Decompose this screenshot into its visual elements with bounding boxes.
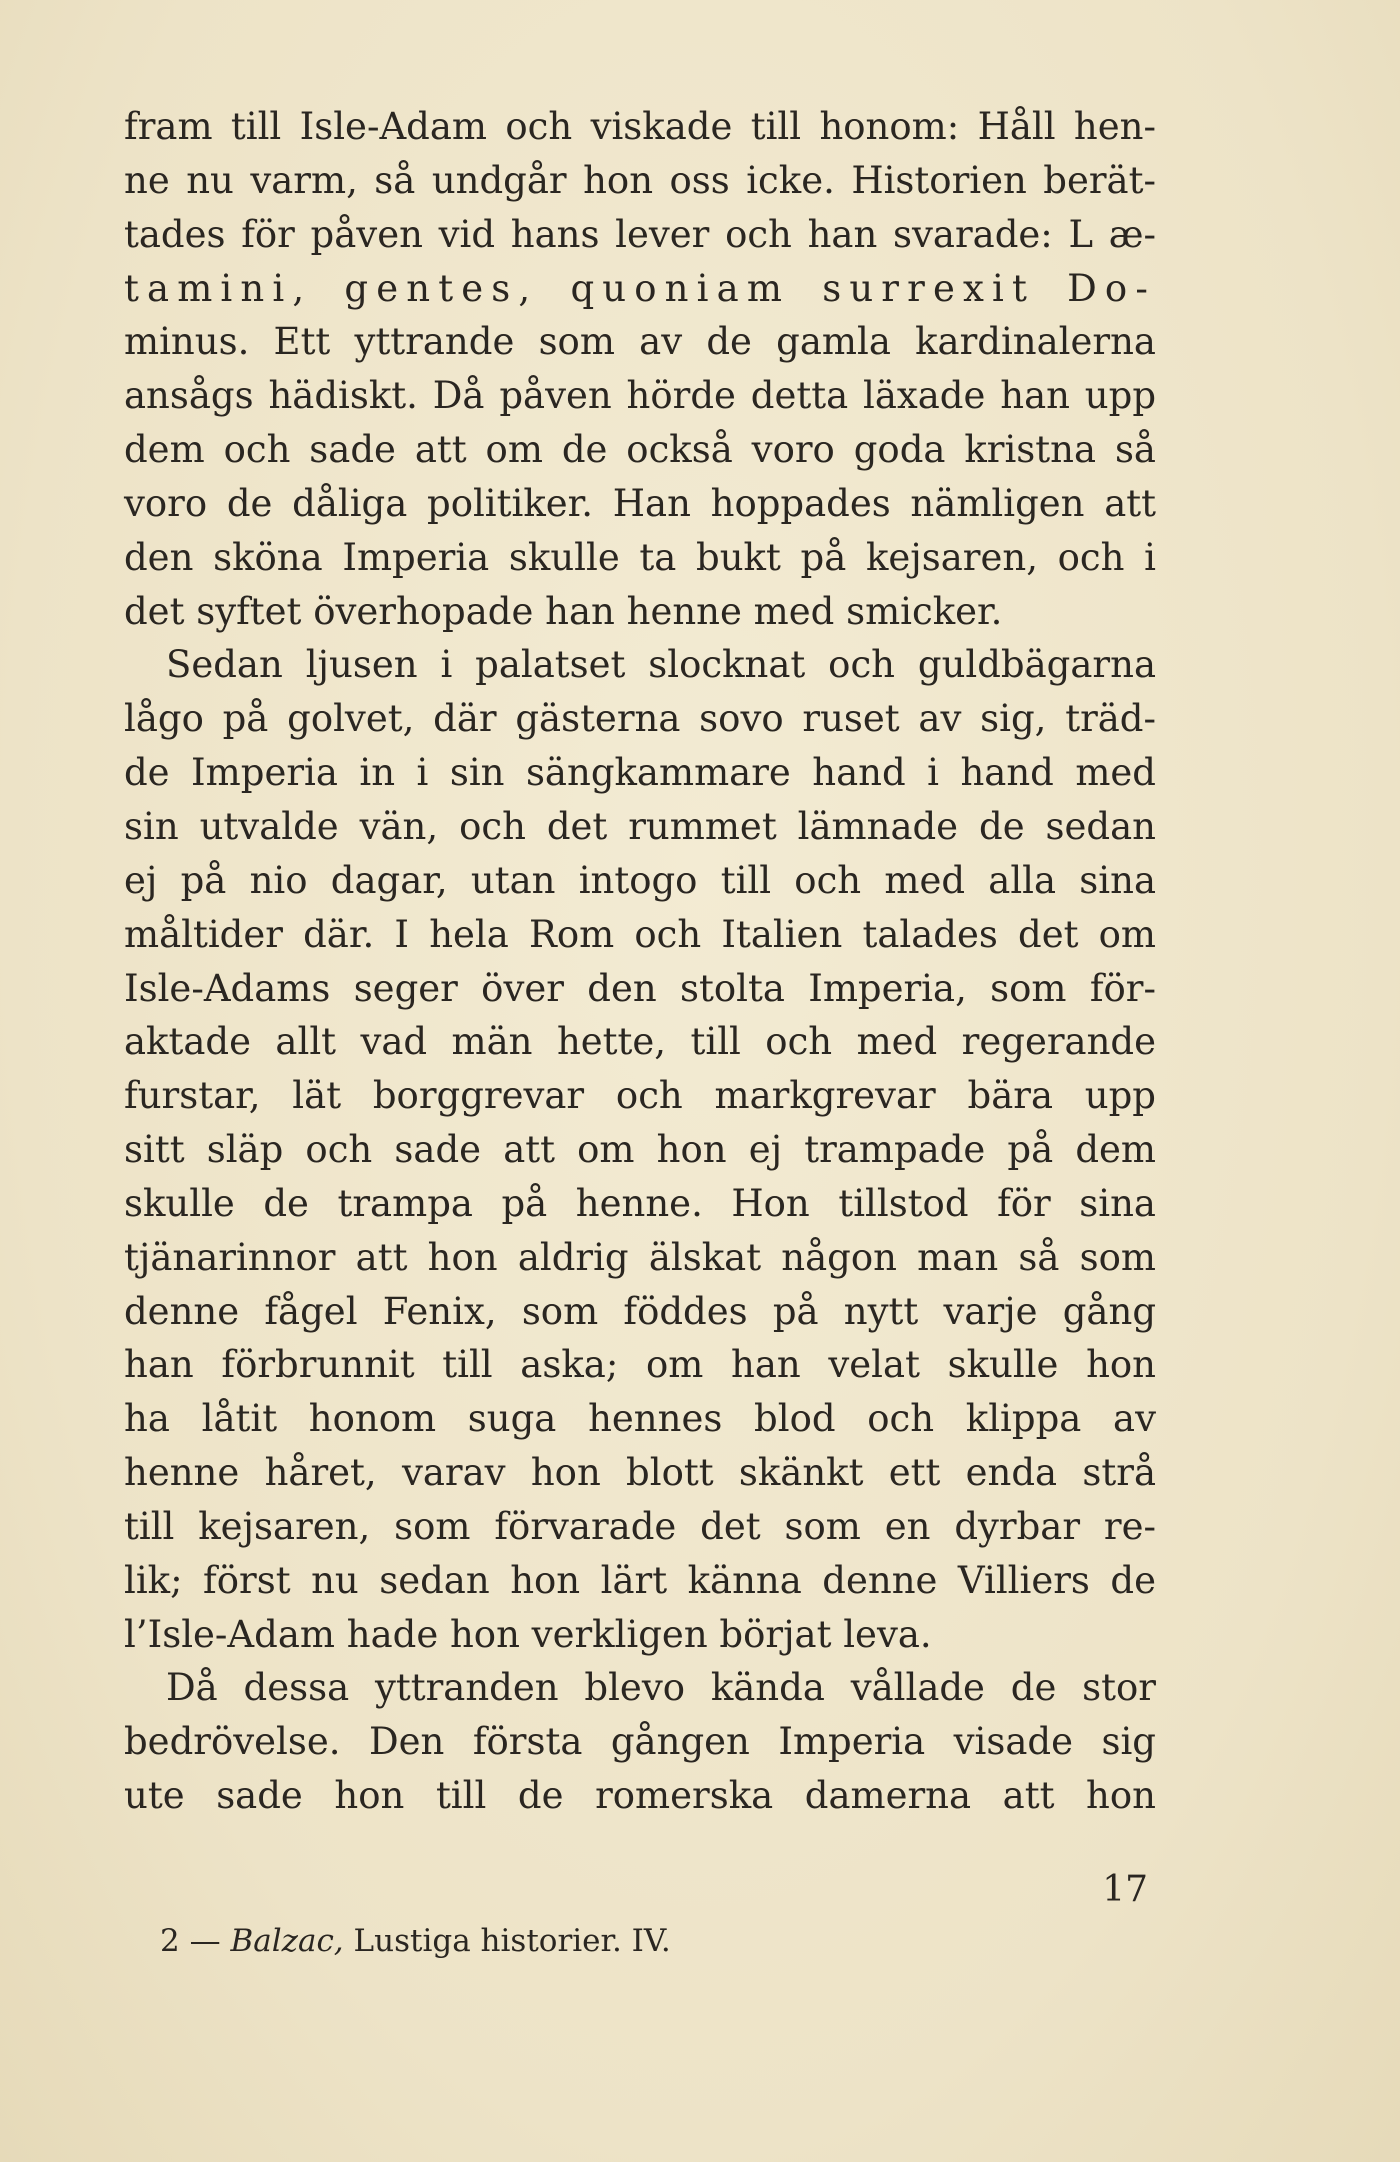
text-line: denne fågel Fenix, som föddes på nytt varje gång (124, 1289, 1156, 1333)
text-line: dem och sade att om de också voro goda kristna så (124, 428, 1156, 472)
text-line: Sedan ljusen i palatset slocknat och guldbägarna (166, 643, 1156, 687)
text-line-spaced: tamini, gentes, quoniam surrexit Do- (124, 266, 1156, 310)
text-line: ute sade hon till de romerska damerna att hon (124, 1774, 1156, 1818)
text-line: den sköna Imperia skulle ta bukt på kejsaren, och i (124, 535, 1156, 579)
text-line: henne håret, varav hon blott skänkt ett enda strå (124, 1451, 1156, 1495)
text-line: tades för påven vid hans lever och han svarade: L æ- (124, 212, 1156, 256)
text-line: lik; först nu sedan hon lärt känna denne Villiers de (124, 1558, 1156, 1602)
paragraph-1 (124, 100, 1156, 638)
text-line: tjänarinnor att hon aldrig älskat någon man så som (124, 1235, 1156, 1279)
text-line: l’Isle-Adam hade hon verkligen börjat leva. (124, 1612, 932, 1656)
text-line: sitt släp och sade att om hon ej trampade på dem (124, 1128, 1156, 1172)
signature-dash: — (189, 1923, 221, 1959)
signature-sheet: 2 (160, 1923, 180, 1959)
body-text (124, 100, 1156, 1823)
text-line: de Imperia in i sin sängkammare hand i hand med (124, 751, 1156, 795)
paragraph-3 (124, 1661, 1156, 1823)
text-line: ansågs hädiskt. Då påven hörde detta läxade han upp (124, 374, 1156, 418)
text-line: han förbrunnit till aska; om han velat skulle hon (124, 1343, 1156, 1387)
text-line: Isle-Adams seger över den stolta Imperia, som för- (124, 966, 1156, 1010)
text-line: fram till Isle-Adam och viskade till honom: Håll hen- (124, 105, 1156, 148)
text-line: ej på nio dagar, utan intogo till och med alla sina (124, 858, 1156, 902)
signature-title: Lustiga historier. IV. (353, 1923, 671, 1959)
printer-signature (160, 1920, 671, 1962)
page-number: 17 (1102, 1869, 1148, 1910)
text-line: voro de dåliga politiker. Han hoppades nämligen att (124, 481, 1156, 525)
text-line: ha låtit honom suga hennes blod och klippa av (124, 1397, 1156, 1441)
text-line: minus. Ett yttrande som av de gamla kardinalerna (124, 320, 1156, 364)
text-line: sin utvalde vän, och det rummet lämnade de sedan (124, 804, 1156, 848)
signature-author: Balzac, (230, 1923, 344, 1959)
text-line: ne nu varm, så undgår hon oss icke. Historien berät- (124, 158, 1156, 202)
text-line: skulle de trampa på henne. Hon tillstod för sina (124, 1181, 1156, 1225)
text-line: måltider där. I hela Rom och Italien talades det om (124, 912, 1156, 956)
text-line: bedrövelse. Den första gången Imperia visade sig (124, 1720, 1156, 1764)
paragraph-2 (124, 638, 1156, 1661)
text-line: furstar, lät borggrevar och markgrevar bära upp (124, 1074, 1156, 1118)
text-line: till kejsaren, som förvarade det som en dyrbar re- (124, 1504, 1156, 1548)
text-line: det syftet överhopade han henne med smicker. (124, 589, 1003, 633)
text-line: Då dessa yttranden blevo kända vållade de stor (166, 1666, 1156, 1710)
text-line: lågo på golvet, där gästerna sovo ruset av sig, träd- (124, 697, 1156, 741)
text-line: aktade allt vad män hette, till och med regerande (124, 1020, 1156, 1064)
